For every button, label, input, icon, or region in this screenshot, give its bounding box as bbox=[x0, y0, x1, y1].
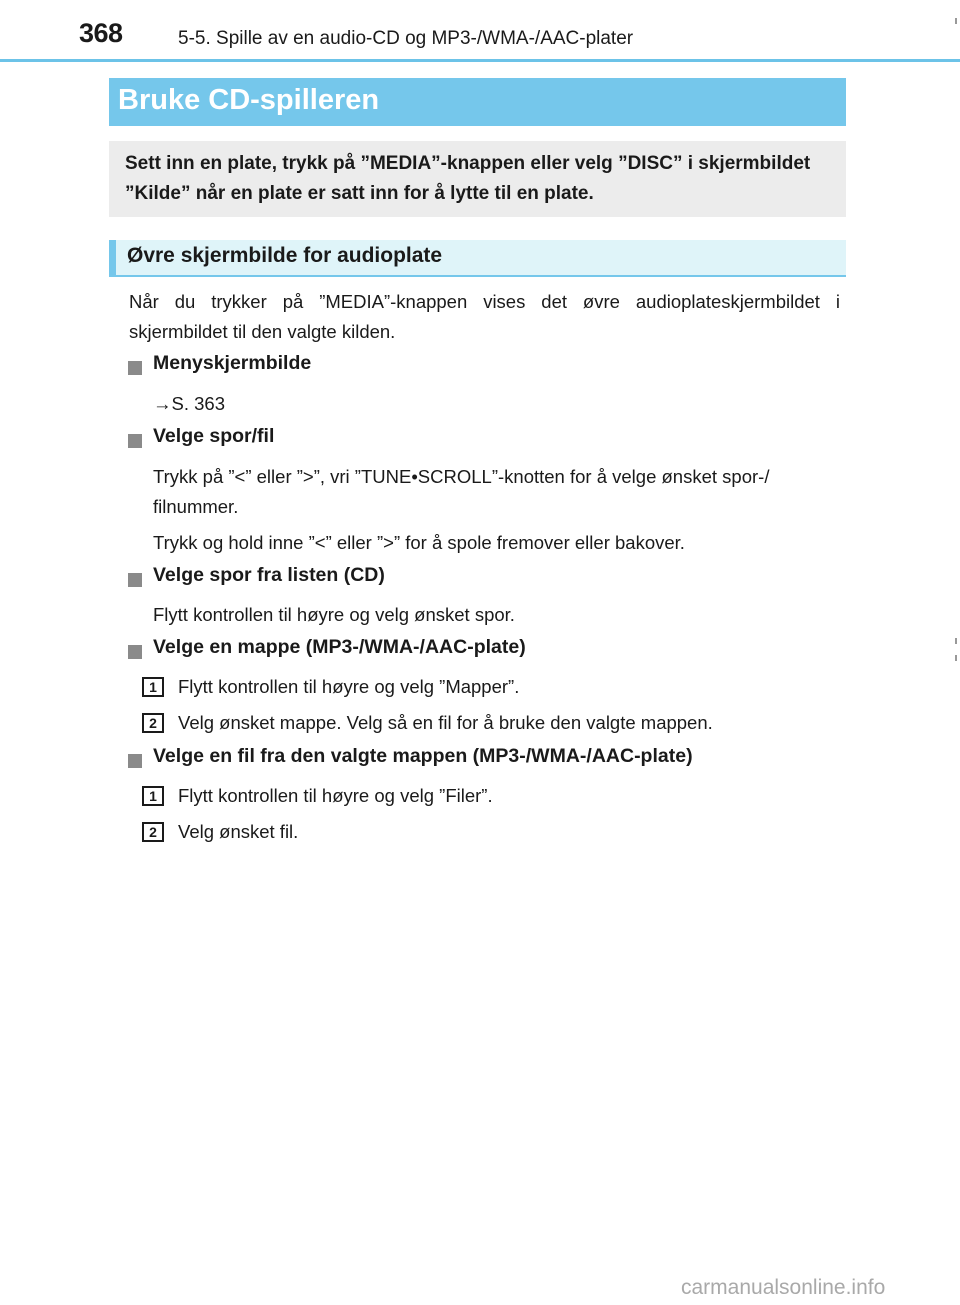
square-bullet-icon bbox=[128, 573, 142, 587]
subsection-heading bbox=[109, 240, 846, 277]
step-text: Flytt kontrollen til høyre og velg ”Mapper”. bbox=[178, 676, 520, 697]
step-number-badge: 2 bbox=[142, 713, 164, 733]
arrow-icon: → bbox=[153, 393, 172, 414]
step-text: Velg ønsket fil. bbox=[178, 821, 299, 842]
body-line: Trykk og hold inne ”<” eller ”>” for å spole fremover eller bakover. bbox=[153, 532, 685, 553]
square-bullet-icon bbox=[128, 645, 142, 659]
bullet-title: Velge en mappe (MP3-/WMA-/AAC-plate) bbox=[153, 636, 526, 658]
page-header bbox=[0, 0, 960, 62]
subsection-intro: Når du trykker på ”MEDIA”-knappen vises det øvre audioplateskjermbildet i skjermbildet til den valgte kilden. bbox=[129, 291, 840, 342]
step-text: Velg ønsket mappe. Velg så en fil for å bruke den valgte mappen. bbox=[178, 712, 713, 733]
header-rule bbox=[0, 59, 960, 62]
square-bullet-icon bbox=[128, 754, 142, 768]
bullet-title: Menyskjermbilde bbox=[153, 352, 312, 374]
bullet-title: Velge spor fra listen (CD) bbox=[153, 564, 385, 586]
square-bullet-icon bbox=[128, 361, 142, 375]
step-text: Flytt kontrollen til høyre og velg ”Filer”. bbox=[178, 785, 493, 806]
bullet-title: Velge spor/fil bbox=[153, 425, 275, 447]
reference-text: S. 363 bbox=[171, 393, 225, 414]
body-line: Trykk på ”<” eller ”>”, vri ”TUNE•SCROLL”-knotten for å velge ønsket spor-/ bbox=[153, 466, 770, 487]
edge-tick bbox=[955, 18, 957, 24]
body-line: filnummer. bbox=[153, 496, 239, 517]
chapter-title: 5-5. Spille av en audio-CD og MP3-/WMA-/AAC-plater bbox=[178, 28, 634, 49]
intro-text: Sett inn en plate, trykk på ”MEDIA”-knappen eller velg ”DISC” i skjermbildet ”Kilde” når en plate er satt inn for å lytte til en plate. bbox=[125, 153, 811, 204]
intro-box bbox=[109, 141, 846, 217]
watermark: carmanualsonline.info bbox=[681, 1276, 886, 1299]
bullet-title: Velge en fil fra den valgte mappen (MP3-/WMA-/AAC-plate) bbox=[153, 745, 693, 767]
step-number-badge: 1 bbox=[142, 677, 164, 697]
body-line: Flytt kontrollen til høyre og velg ønsket spor. bbox=[153, 604, 515, 625]
section-title: Bruke CD-spilleren bbox=[118, 84, 380, 116]
subsection-accent-bar bbox=[109, 240, 116, 277]
edge-tick bbox=[955, 655, 957, 661]
page-number: 368 bbox=[79, 18, 123, 48]
page-reference[interactable] bbox=[153, 389, 225, 419]
step-number-badge: 1 bbox=[142, 786, 164, 806]
edge-tick bbox=[955, 638, 957, 644]
subsection-title: Øvre skjermbilde for audioplate bbox=[127, 244, 443, 267]
square-bullet-icon bbox=[128, 434, 142, 448]
step-number-badge: 2 bbox=[142, 822, 164, 842]
section-title-bar bbox=[109, 78, 846, 126]
